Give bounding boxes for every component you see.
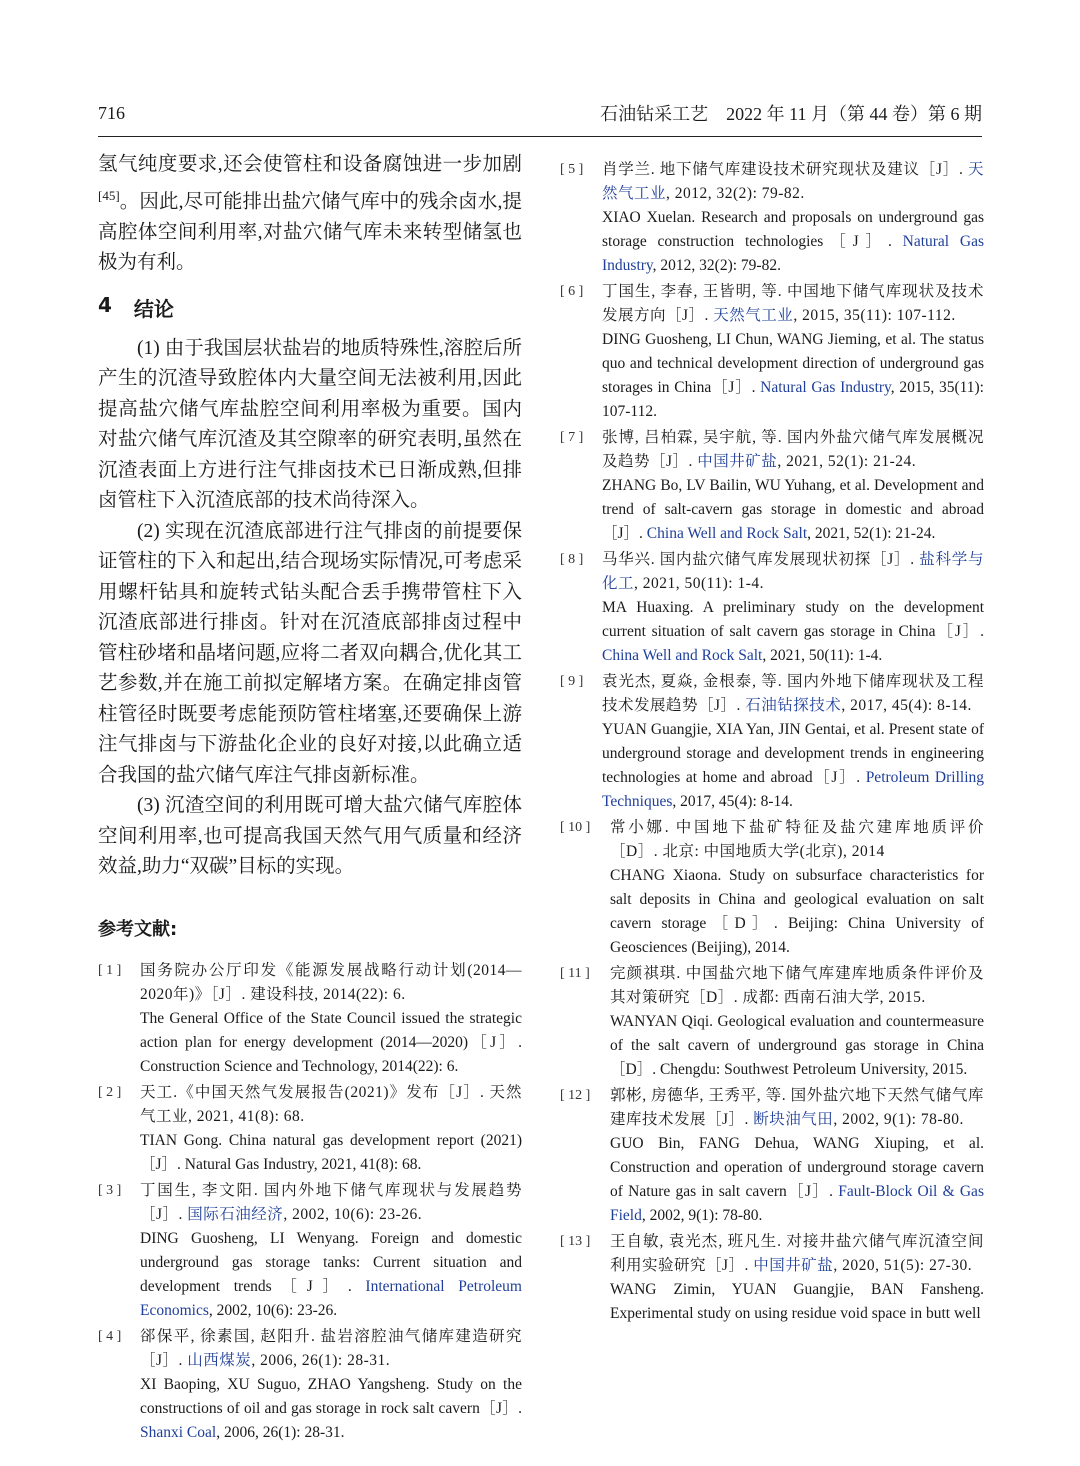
reference-cn-tail: , 2006, 26(1): 28-31. [251, 1351, 391, 1369]
journal-link[interactable]: China Well and Rock Salt [602, 647, 763, 664]
reference-body [602, 280, 984, 424]
reference-en-text: XIAO Xuelan. Research and proposals on underground gas storage construction technologies［J］. [602, 209, 984, 250]
reference-cn-tail: , 2002, 9(1): 78-80. [833, 1111, 964, 1128]
reference-cn [602, 280, 984, 328]
reference-en [602, 718, 984, 814]
reference-cn-text: 郤保平, 徐素国, 赵阳升. 盐岩溶腔油气储库建造研究［J］. [140, 1327, 522, 1369]
page-number: 716 [98, 102, 125, 123]
references-title: 参考文献: [98, 918, 178, 940]
reference-item [560, 1084, 984, 1228]
references-list-left [98, 959, 522, 1445]
reference-body [610, 816, 984, 960]
reference-number: [ 5 ] [560, 162, 584, 177]
journal-link[interactable]: 中国井矿盐 [697, 453, 778, 470]
reference-cn-tail: , 2002, 10(6): 23-26. [283, 1205, 423, 1223]
reference-en [602, 206, 984, 278]
right-column [560, 158, 984, 1328]
reference-number: [ 13 ] [560, 1234, 591, 1249]
reference-cn [610, 1230, 984, 1278]
intro-text-b: 。因此,尽可能排出盐穴储气库中的残余卤水,提高腔体空间利用率,对盐穴储气库未来转型储氢也极为有利。 [98, 191, 522, 273]
reference-cn-text: 天工.《中国天然气发展报告(2021)》发布［J］. 天然气工业, 2021, 41(8): 68. [140, 1083, 522, 1125]
reference-body [140, 1325, 522, 1445]
conclusion-3: (3) 沉渣空间的利用既可增大盐穴储气库腔体空间利用率,也可提高我国天然气用气质量和经济效益,助力“双碳”目标的实现。 [98, 795, 522, 877]
journal-link[interactable]: 中国井矿盐 [753, 1257, 834, 1274]
reference-number: [ 2 ] [98, 1084, 122, 1100]
reference-number: [ 7 ] [560, 430, 584, 445]
reference-number: [ 6 ] [560, 284, 584, 299]
reference-en-tail: , 2002, 9(1): 78-80. [641, 1207, 763, 1224]
reference-en [602, 328, 984, 424]
reference-item [560, 426, 984, 546]
reference-en-tail: , 2006, 26(1): 28-31. [216, 1423, 345, 1441]
conclusion-1: (1) 由于我国层状盐岩的地质特殊性,溶腔后所产生的沉渣导致腔体内大量空间无法被利用,因此提高盐穴储气库盐腔空间利用率极为重要。国内对盐穴储气库沉渣及其空隙率的研究表明,虽然在沉渣表面上方进行注气排卤技术已日渐成熟,但排卤管柱下入沉渣底部的技术尚待深入。 [98, 337, 522, 511]
reference-item [560, 1230, 984, 1326]
journal-link[interactable]: Fault-Block Oil & Gas Field [610, 1183, 984, 1224]
reference-cn [602, 548, 984, 596]
reference-body [140, 959, 522, 1079]
reference-number: [ 12 ] [560, 1088, 591, 1103]
reference-item [98, 1081, 522, 1177]
reference-en-text: DING Guosheng, LI Chun, WANG Jieming, et al. The status quo and technical development direction of underground gas storages in China［J］. [602, 331, 984, 396]
reference-cn [602, 670, 984, 718]
reference-item [560, 158, 984, 278]
section-number: 4 [98, 292, 112, 317]
reference-cn-text: 完颜祺琪. 中国盐穴地下储气库建库地质条件评价及其对策研究［D］. 成都: 西南石油大学, 2015. [610, 965, 984, 1006]
journal-link[interactable]: International Petroleum Economics [140, 1277, 522, 1319]
page-header [98, 96, 982, 130]
reference-en-text: WANYAN Qiqi. Geological evaluation and countermeasure of the salt cavern of underground gas storage in China［D］. Chengdu: Southwest Petroleum University, 2015. [610, 1013, 984, 1078]
reference-en-text: CHANG Xiaona. Study on subsurface characteristics for salt deposits in China and geological evaluation on salt cavern storage［D］. Beijing: China University of Geosciences (Beijing), 2014. [610, 867, 984, 956]
reference-en [140, 1007, 522, 1079]
reference-item [560, 670, 984, 814]
journal-link[interactable]: Petroleum Drilling Techniques [602, 769, 985, 810]
reference-cn-text: 张博, 吕柏霖, 吴宇航, 等. 国内外盐穴储气库发展概况及趋势［J］. [602, 429, 984, 470]
reference-body [140, 1179, 522, 1323]
reference-cn [602, 158, 984, 206]
reference-item [560, 962, 984, 1082]
reference-item [560, 280, 984, 424]
reference-en-tail: , 2021, 52(1): 21-24. [807, 525, 936, 542]
reference-en-text: WANG Zimin, YUAN Guangjie, BAN Fansheng. Experimental study on using residue void space in butt well [610, 1281, 984, 1322]
left-column [98, 150, 522, 1447]
journal-link[interactable]: 天然气工业 [713, 307, 794, 324]
reference-body [602, 548, 984, 668]
reference-cn-text: 丁国生, 李文阳. 国内外地下储气库现状与发展趋势［J］. [140, 1181, 522, 1223]
reference-number: [ 9 ] [560, 674, 584, 689]
reference-en-text: The General Office of the State Council issued the strategic action plan for energy development (2014—2020)［J］. Construction Science and Technology, 2014(22): 6. [140, 1009, 522, 1075]
reference-en [610, 1278, 984, 1326]
conclusion-2: (2) 实现在沉渣底部进行注气排卤的前提要保证管柱的下入和起出,结合现场实际情况,可考虑采用螺杆钻具和旋转式钻头配合丢手携带管柱下入沉渣底部进行排卤。针对在沉渣底部排卤过程中管柱砂堵和晶堵问题,应将二者双向耦合,优化其工艺参数,并在施工前拟定解堵方案。在确定排卤管柱管径时既要考虑能预防管柱堵塞,还要确保上游注气排卤与下游盐化企业的良好对接,以此确立适合我国的盐穴储气库注气排卤新标准。 [98, 520, 522, 786]
journal-info: 石油钻采工艺 2022 年 11 月（第 44 卷）第 6 期 [600, 104, 982, 124]
reference-en-text: DING Guosheng, LI Wenyang. Foreign and domestic underground gas storage tanks: Current situation and development trends［J］. [140, 1229, 522, 1295]
reference-en-tail: , 2012, 32(2): 79-82. [652, 257, 781, 274]
reference-en-text: GUO Bin, FANG Dehua, WANG Xiuping, et al. Construction and operation of underground storage cavern of Nature gas in salt cavern［J］. [610, 1135, 984, 1200]
reference-body [610, 962, 984, 1082]
reference-cn-text: 王自敏, 袁光杰, 班凡生. 对接井盐穴储气库沉渣空间利用实验研究［J］. [610, 1233, 984, 1274]
reference-cn [140, 1325, 522, 1373]
reference-cn [610, 962, 984, 1010]
reference-cn [140, 1081, 522, 1129]
reference-body [610, 1084, 984, 1228]
reference-cn-text: 国务院办公厅印发《能源发展战略行动计划(2014—2020年)》［J］. 建设科技, 2014(22): 6. [140, 961, 522, 1003]
journal-link[interactable]: 石油钻探技术 [745, 697, 842, 714]
reference-cn [610, 1084, 984, 1132]
reference-cn-tail: , 2021, 50(11): 1-4. [634, 575, 764, 592]
reference-en [140, 1129, 522, 1177]
reference-body [602, 426, 984, 546]
section-heading [98, 293, 522, 322]
reference-en [610, 864, 984, 960]
reference-cn-text: 马华兴. 国内盐穴储气库发展现状初探［J］. [602, 551, 920, 568]
journal-link[interactable]: 天然气工业 [602, 161, 984, 202]
journal-link[interactable]: 国际石油经济 [187, 1205, 284, 1223]
reference-item [560, 816, 984, 960]
reference-cn [140, 1179, 522, 1227]
reference-cn-tail: , 2015, 35(11): 107-112. [793, 307, 956, 324]
reference-en-text: XI Baoping, XU Suguo, ZHAO Yangsheng. Study on the constructions of oil and gas storage in rock salt cavern［J］. [140, 1375, 522, 1417]
reference-cn [140, 959, 522, 1007]
reference-en-text: MA Huaxing. A preliminary study on the development current situation of salt cavern gas storage in China［J］. [602, 599, 984, 640]
reference-en [602, 596, 984, 668]
reference-cn-tail: , 2017, 45(4): 8-14. [841, 697, 972, 714]
reference-en-tail: , 2021, 50(11): 1-4. [762, 647, 883, 664]
reference-cn [610, 816, 984, 864]
reference-en-text: ZHANG Bo, LV Bailin, WU Yuhang, et al. Development and trend of salt-cavern gas storage in domestic and abroad［J］. [602, 477, 984, 542]
reference-item [98, 1179, 522, 1323]
reference-number: [ 11 ] [560, 966, 590, 981]
reference-en-tail: , 2002, 10(6): 23-26. [208, 1301, 338, 1319]
reference-number: [ 8 ] [560, 552, 584, 567]
citation-45[interactable]: [45] [98, 187, 120, 203]
reference-cn-text: 常小娜. 中国地下盐矿特征及盐穴建库地质评价［D］. 北京: 中国地质大学(北京), 2014 [610, 819, 984, 860]
journal-link[interactable]: 盐科学与化工 [602, 551, 984, 592]
reference-cn-tail: , 2021, 52(1): 21-24. [777, 453, 917, 470]
header-rule [98, 136, 982, 137]
journal-link[interactable]: Natural Gas Industry [760, 379, 891, 396]
reference-en [602, 474, 984, 546]
reference-en-text: YUAN Guangjie, XIA Yan, JIN Gentai, et al. Present state of underground storage and development trends in engineering technologies at home and abroad［J］. [602, 721, 984, 786]
references-list-right [560, 158, 984, 1326]
journal-link[interactable]: China Well and Rock Salt [646, 525, 808, 542]
reference-body [602, 670, 984, 814]
reference-number: [ 3 ] [98, 1182, 122, 1198]
reference-cn-text: 肖学兰. 地下储气库建设技术研究现状及建议［J］. [602, 161, 968, 178]
reference-item [98, 959, 522, 1079]
reference-body [602, 158, 984, 278]
reference-cn-text: 郭彬, 房德华, 王秀平, 等. 国外盐穴地下天然气储气库建库技术发展［J］. [610, 1087, 984, 1128]
reference-number: [ 4 ] [98, 1328, 122, 1344]
reference-cn [602, 426, 984, 474]
journal-link[interactable]: Shanxi Coal [140, 1423, 217, 1441]
reference-cn-text: 袁光杰, 夏焱, 金根泰, 等. 国内外地下储库现状及工程技术发展趋势［J］. [602, 673, 984, 714]
reference-en-tail: , 2017, 45(4): 8-14. [672, 793, 793, 810]
reference-cn-text: 丁国生, 李春, 王皆明, 等. 中国地下储气库现状及技术发展方向［J］. [602, 283, 984, 324]
reference-body [140, 1081, 522, 1177]
reference-en-text: TIAN Gong. China natural gas development report (2021)［J］. Natural Gas Industry, 2021, 41(8): 68. [140, 1131, 522, 1173]
section-title: 结论 [133, 296, 174, 321]
reference-body [610, 1230, 984, 1326]
reference-en-tail: , 2015, 35(11): 107-112. [602, 379, 984, 420]
journal-link[interactable]: Natural Gas Industry [602, 233, 984, 274]
reference-cn-tail: , 2012, 32(2): 79-82. [666, 185, 805, 202]
reference-en [610, 1010, 984, 1082]
reference-en [140, 1227, 522, 1323]
journal-link[interactable]: 断块油气田 [753, 1111, 834, 1128]
reference-item [560, 548, 984, 668]
journal-link[interactable]: 山西煤炭 [187, 1351, 252, 1369]
reference-number: [ 10 ] [560, 820, 591, 835]
reference-item [98, 1325, 522, 1445]
reference-en [140, 1373, 522, 1445]
intro-paragraph [98, 150, 522, 279]
intro-text-a: 氢气纯度要求,还会使管柱和设备腐蚀进一步加剧 [98, 154, 522, 175]
reference-number: [ 1 ] [98, 962, 122, 978]
reference-en [610, 1132, 984, 1228]
reference-cn-tail: , 2020, 51(5): 27-30. [833, 1257, 973, 1274]
